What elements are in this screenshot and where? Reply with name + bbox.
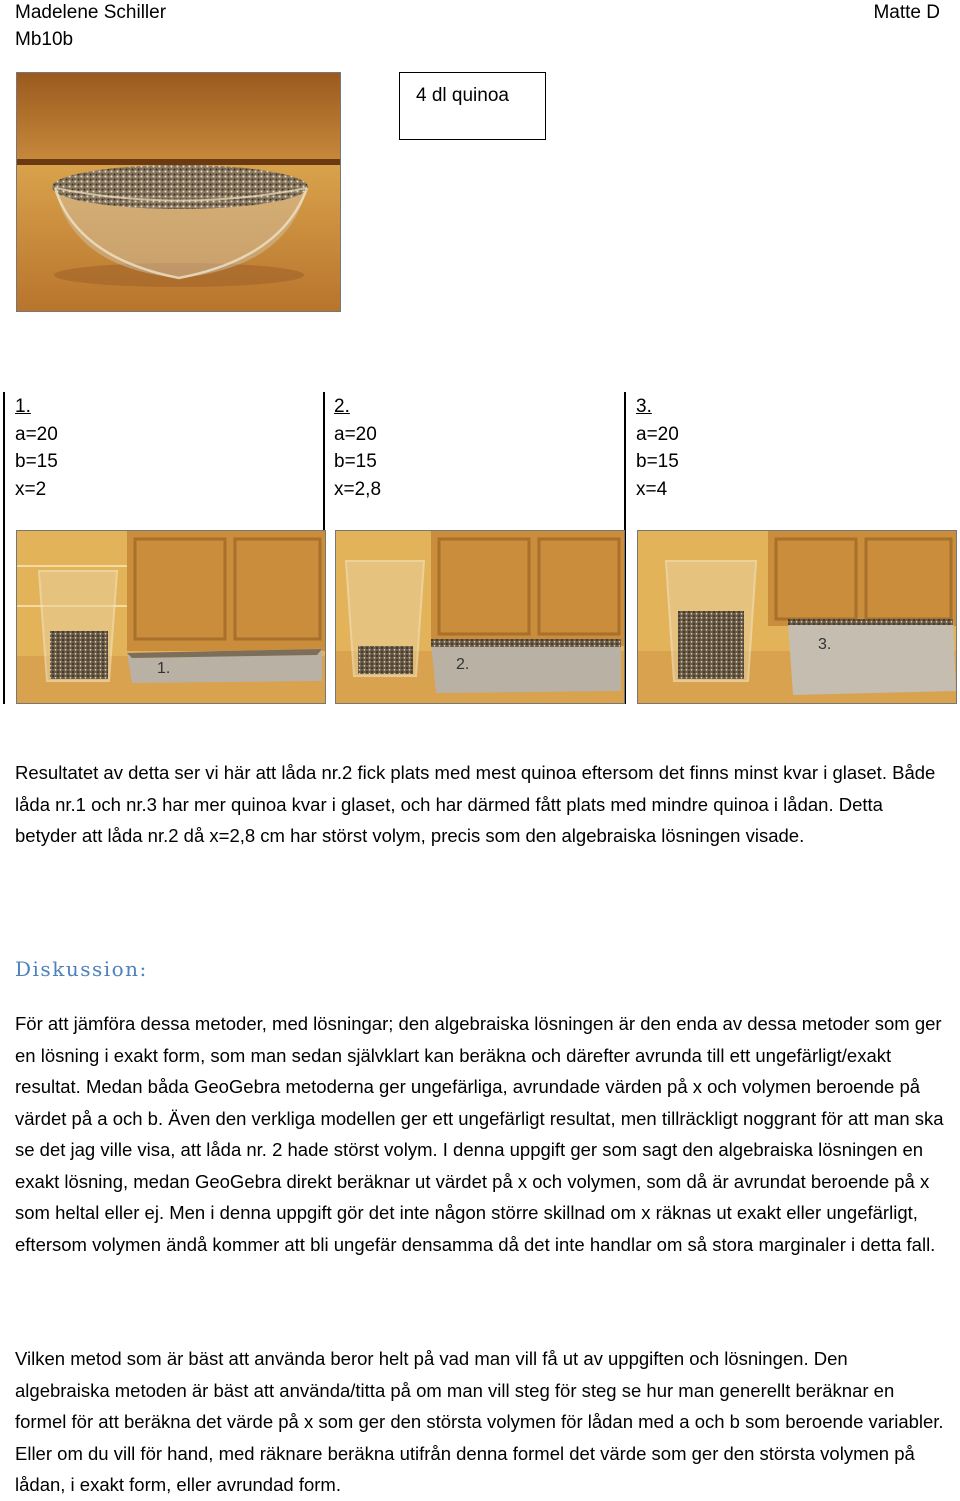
box-number-label: 3. — [818, 636, 832, 653]
box-3-photo — [637, 530, 957, 704]
case-b-value: b=15 — [15, 451, 58, 472]
result-paragraph: Resultatet av detta ser vi här att låda nr.2 fick plats med mest quinoa eftersom det finns minst kvar i glaset. Både låda nr.1 och nr.3 har mer quinoa kvar i glaset, och har därmed fått plats med mindre quinoa i lådan. Detta betyder att låda nr.2 då x=2,8 cm har störst volym, precis som den algebraiska lösningen visade. — [15, 762, 936, 846]
discussion-heading: Diskussion: — [15, 957, 148, 981]
case-2-parameters — [334, 393, 381, 503]
case-b-value: b=15 — [334, 451, 377, 472]
case-number: 1. — [15, 396, 31, 417]
case-number: 2. — [334, 396, 350, 417]
author-name: Madelene Schiller — [15, 2, 167, 23]
column-divider — [3, 392, 5, 704]
case-a-value: a=20 — [15, 423, 58, 445]
discussion-paragraph-1: För att jämföra dessa metoder, med lösningar; den algebraiska lösningen är den enda av dessa metoder som ger en lösning i exakt form, som man sedan självklart kan beräkna och därefter avrunda till ett ungefärligt/exakt resultat. Medan båda GeoGebra metoderna ger ungefärliga, avrundade värden på x och volymen beroende på värdet på a och b. Även den verkliga modellen ger ett ungefärligt resultat, men tillräckligt noggrant för att man ska se det jag ville visa, att låda nr. 2 hade störst volym. I denna uppgift ger som sagt den algebraiska lösningen en exakt lösning, medan GeoGebra direkt beräknar ut värdet på x och volymen, som då är avrundat beroende på x som heltal eller ej. Men i denna uppgift gör det inte någon större skillnad om x räknas ut exakt eller ungefärligt, eftersom volymen ändå kommer att bli ungefär densamma då det inte handlar om så stora marginaler i detta fall. — [15, 1013, 944, 1255]
box-1-photo — [16, 530, 326, 704]
case-number: 3. — [636, 396, 652, 417]
box-2-photo — [335, 530, 625, 704]
box-number-label: 1. — [157, 660, 171, 677]
case-x-value: x=2,8 — [334, 478, 382, 500]
bowl-volume-label: 4 dl quinoa — [399, 72, 546, 140]
case-x-value: x=4 — [636, 478, 668, 500]
case-a-value: a=20 — [334, 423, 377, 445]
quinoa-bowl-photo — [16, 72, 341, 312]
case-b-value: b=15 — [636, 451, 679, 472]
case-a-value: a=20 — [636, 423, 679, 445]
course-name: Matte D — [873, 2, 940, 23]
case-1-parameters — [15, 393, 58, 503]
case-3-parameters — [636, 393, 679, 503]
discussion-paragraph-2: Vilken metod som är bäst att använda beror helt på vad man vill få ut av uppgiften och lösningen. Den algebraiska metoden är bäst att använda/titta på om man vill steg för steg se hur man generellt beräknar en formel för att beräkna det värde på x som ger den största volymen för lådan med a och b som beroende variabler. Eller om du vill för hand, med räknare beräkna utifrån denna formel det värde som ger den största volymen på lådan, i exakt form, eller avrundad form. — [15, 1348, 944, 1495]
class-name: Mb10b — [15, 29, 74, 50]
case-x-value: x=2 — [15, 478, 47, 500]
box-number-label: 2. — [456, 656, 470, 673]
